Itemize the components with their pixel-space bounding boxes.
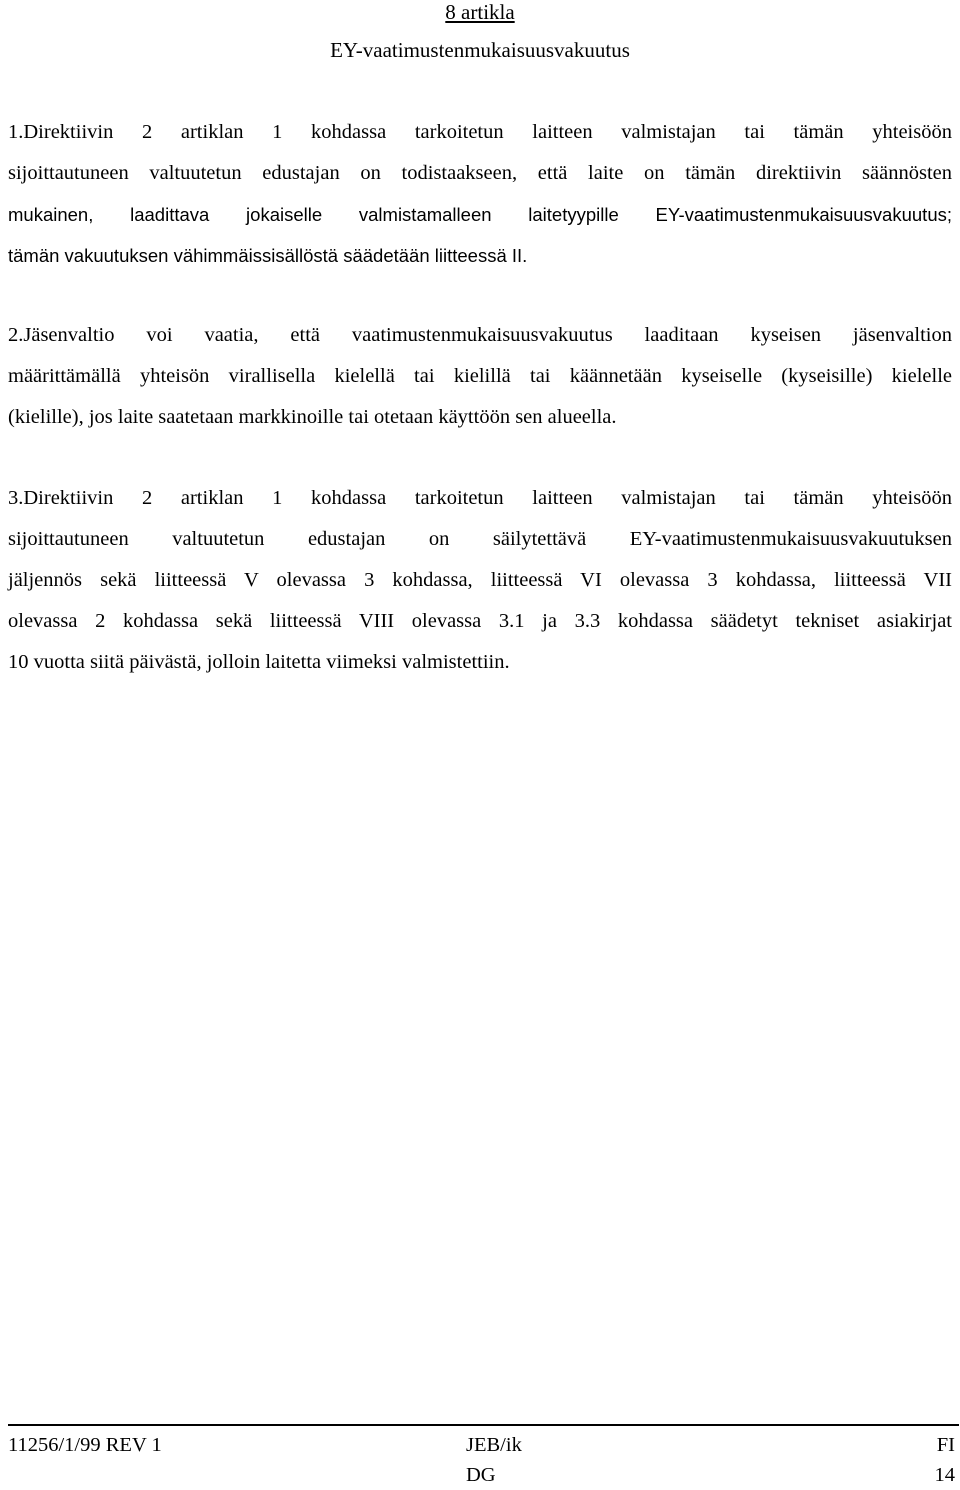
language-code: FI: [936, 1434, 955, 1456]
paragraph-number: 2.: [8, 324, 24, 346]
paragraph-line: sijoittautuneen valtuutetun edustajan on säilytettävä EY-vaatimustenmukaisuusvakuutuksen: [8, 528, 952, 550]
paragraph-line: [8, 112, 952, 153]
article-title: EY-vaatimustenmukaisuusvakuutus: [330, 38, 630, 62]
paragraph-line: jäljennös sekä liitteessä V olevassa 3 kohdassa, liitteessä VI olevassa 3 kohdassa, liitteessä VII: [8, 569, 952, 591]
paragraph-1: [8, 112, 952, 276]
paragraph-line: olevassa 2 kohdassa sekä liitteessä VIII olevassa 3.1 ja 3.3 kohdassa säädetyt tekniset asiakirjat: [8, 610, 952, 632]
paragraph-line: (kielille), jos laite saatetaan markkinoille tai otetaan käyttöön sen alueella.: [8, 406, 617, 428]
paragraph-line: [8, 315, 952, 356]
paragraph-line: tämän vakuutuksen vähimmäissisällöstä säädetään liitteessä II.: [8, 245, 528, 266]
paragraph-2: [8, 315, 952, 438]
paragraph-3: [8, 478, 952, 683]
paragraph-text: Direktiivin 2 artiklan 1 kohdassa tarkoitetun laitteen valmistajan tai tämän yhteisöön: [23, 487, 952, 509]
footer-divider: [8, 1424, 959, 1426]
paragraph-number: 1.: [8, 121, 24, 143]
page-number: 14: [934, 1464, 955, 1486]
paragraph-text: Jäsenvaltio voi vaatia, että vaatimustenmukaisuusvakuutus laaditaan kyseisen jäsenvaltion: [23, 324, 952, 346]
directorate: DG: [466, 1464, 496, 1486]
paragraph-line: 10 vuotta siitä päivästä, jolloin laitetta viimeksi valmistettiin.: [8, 651, 510, 673]
article-number: 8 artikla: [445, 0, 515, 24]
author-initials: JEB/ik: [466, 1434, 522, 1456]
paragraph-line: [8, 478, 952, 519]
paragraph-line: sijoittautuneen valtuutetun edustajan on todistaakseen, että laite on tämän direktiivin säännösten: [8, 162, 952, 184]
paragraph-text: Direktiivin 2 artiklan 1 kohdassa tarkoitetun laitteen valmistajan tai tämän yhteisöön: [23, 121, 952, 143]
paragraph-number: 3.: [8, 487, 24, 509]
paragraph-line: määrittämällä yhteisön virallisella kielellä tai kielillä tai käännetään kyseiselle (kyseisille) kielelle: [8, 365, 952, 387]
paragraph-line: mukainen, laadittava jokaiselle valmistamalleen laitetyypille EY-vaatimustenmukaisuusvakuutus;: [8, 204, 952, 225]
document-code: 11256/1/99 REV 1: [8, 1434, 162, 1456]
